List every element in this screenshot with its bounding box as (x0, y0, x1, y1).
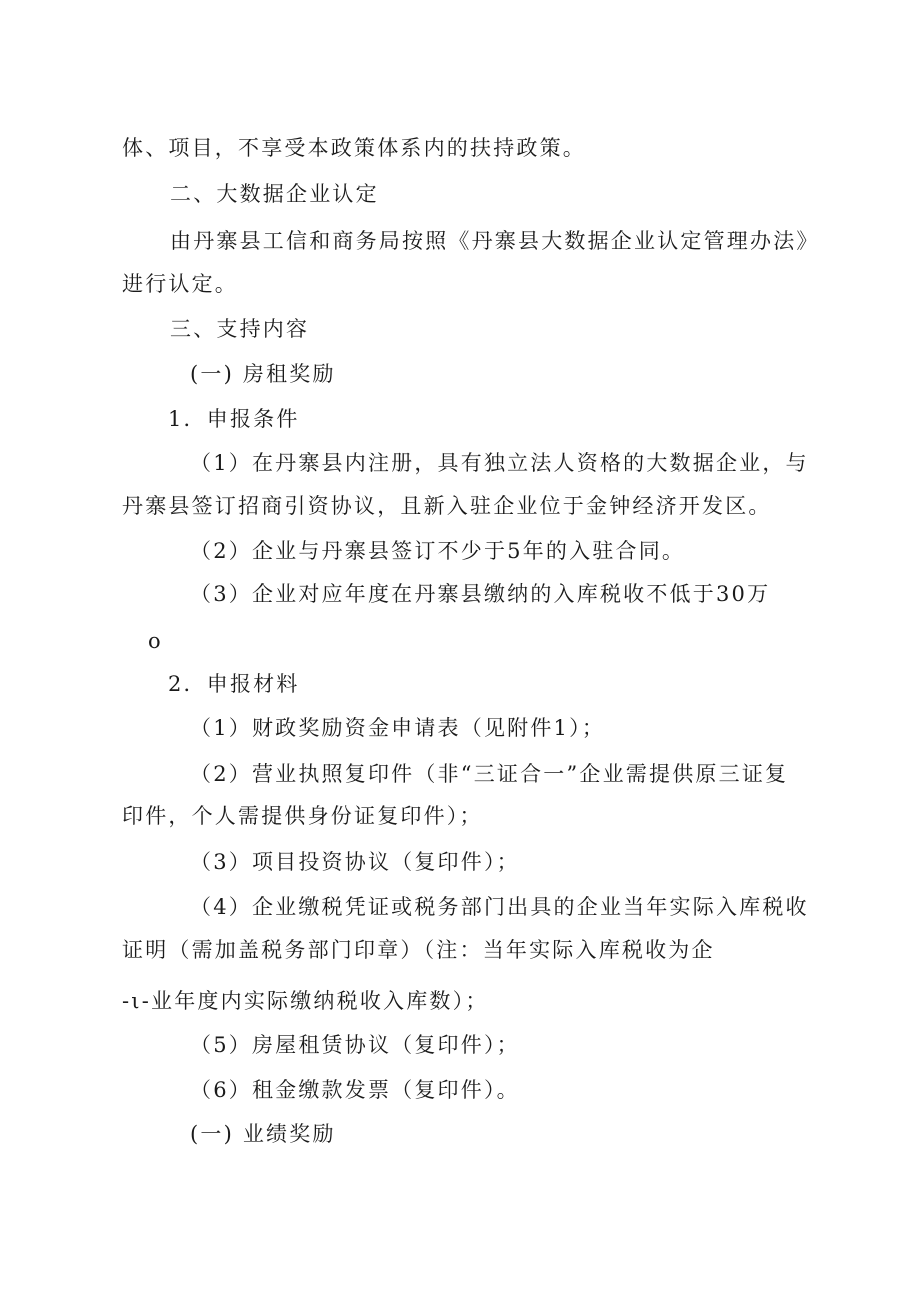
paragraph-line: 进行认定。 (122, 272, 238, 296)
paragraph-line: （1）在丹寨县内注册，具有独立法人资格的大数据企业，与 (190, 451, 809, 475)
paragraph-line: 印件，个人需提供身份证复印件）； (122, 804, 483, 828)
section-heading: 二、大数据企业认定 (170, 182, 379, 206)
item-heading: 1．申报条件 (168, 407, 300, 431)
paragraph-line: （2）企业与丹寨县签订不少于5年的入驻合同。 (190, 539, 686, 563)
subsection-heading: (一) 业绩奖励 (190, 1122, 336, 1146)
paragraph-line: （2）营业执照复印件（非“三证合一”企业需提供原三证复 (190, 762, 789, 786)
paragraph-line: -ι-业年度内实际缴纳税收入库数）； (122, 989, 489, 1013)
item-heading: 2．申报材料 (168, 672, 300, 696)
paragraph-line: 丹寨县签订招商引资协议，且新入驻企业位于金钟经济开发区。 (122, 494, 772, 518)
paragraph-line: （5）房屋租赁协议（复印件）； (190, 1033, 520, 1057)
paragraph-line: 证明（需加盖税务部门印章）（注：当年实际入库税收为企 (122, 938, 715, 962)
paragraph-line: （6）租金缴款发票（复印件）。 (190, 1078, 520, 1102)
subsection-heading: (一) 房租奖励 (190, 362, 336, 386)
paragraph-line: 体、项目，不享受本政策体系内的扶持政策。 (122, 136, 586, 160)
stray-character: o (148, 629, 161, 653)
paragraph-line: 由丹寨县工信和商务局按照《丹寨县大数据企业认定管理办法》 (170, 229, 820, 253)
section-heading: 三、支持内容 (170, 317, 310, 341)
paragraph-line: （4）企业缴税凭证或税务部门出具的企业当年实际入库税收 (190, 895, 809, 919)
paragraph-line: （3）项目投资协议（复印件）； (190, 850, 520, 874)
paragraph-line: （3）企业对应年度在丹寨县缴纳的入库税收不低于30万 (190, 582, 771, 606)
paragraph-line: （1）财政奖励资金申请表（见附件1）； (190, 716, 606, 740)
